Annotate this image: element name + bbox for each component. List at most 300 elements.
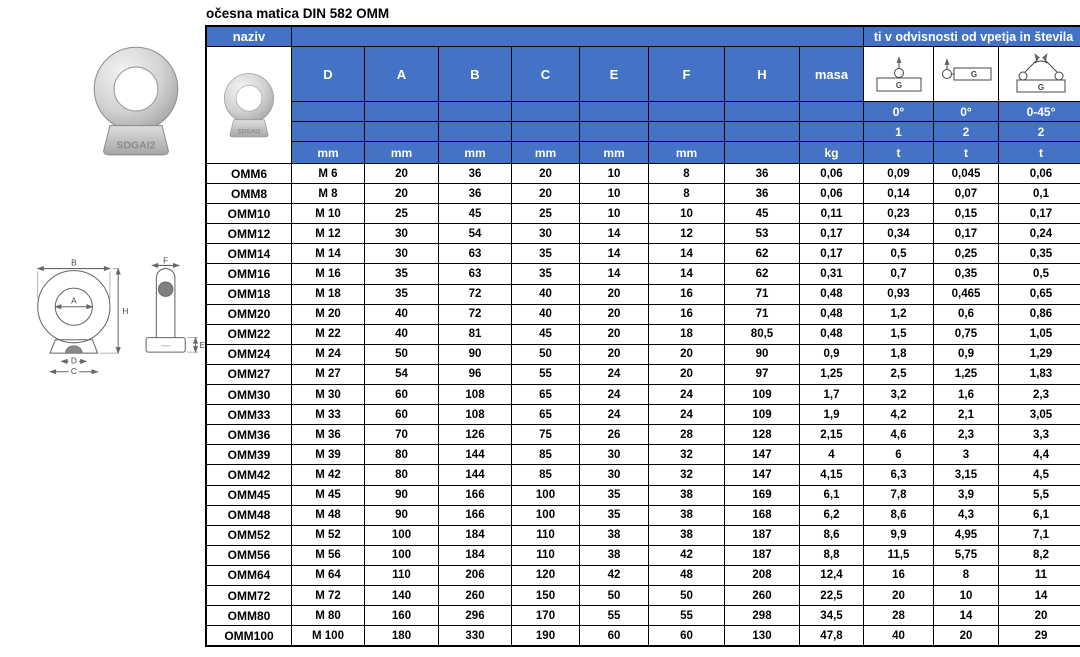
dim-label-a: A <box>71 296 77 306</box>
data-cell: 0,09 <box>864 164 933 183</box>
data-cell: 0,6 <box>934 305 998 324</box>
data-cell: 85 <box>512 465 579 484</box>
spacer-cell <box>365 102 438 121</box>
data-cell: 29 <box>999 626 1080 645</box>
data-cell: 1,7 <box>800 385 863 404</box>
data-cell: 3 <box>934 445 998 464</box>
data-cell: 1,29 <box>999 345 1080 364</box>
data-cell: 42 <box>649 546 724 565</box>
row-name-cell: OMM42 <box>207 465 291 484</box>
data-cell: 35 <box>365 285 438 304</box>
data-cell: 55 <box>512 365 579 384</box>
data-cell: 20 <box>512 184 579 203</box>
unit-cell-t1: t <box>864 142 933 163</box>
data-cell: 80,5 <box>725 325 799 344</box>
data-cell: M 30 <box>292 385 364 404</box>
data-cell: 65 <box>512 385 579 404</box>
data-cell: 110 <box>512 526 579 545</box>
data-cell: 96 <box>439 365 511 384</box>
data-cell: 40 <box>512 285 579 304</box>
data-cell: 0,17 <box>800 244 863 263</box>
data-cell: 20 <box>580 285 648 304</box>
data-cell: 60 <box>649 626 724 645</box>
angle-cell-3: 0-45° <box>999 102 1080 121</box>
data-cell: 0,07 <box>934 184 998 203</box>
row-name-cell: OMM18 <box>207 285 291 304</box>
header-cell-A: A <box>365 47 438 101</box>
data-cell: 16 <box>864 566 933 585</box>
data-cell: 0,48 <box>800 285 863 304</box>
data-cell: 30 <box>580 465 648 484</box>
data-cell: M 8 <box>292 184 364 203</box>
data-cell: 166 <box>439 486 511 505</box>
header-cell-B: B <box>439 47 511 101</box>
data-cell: 36 <box>725 164 799 183</box>
data-cell: 8,6 <box>800 526 863 545</box>
data-cell: 42 <box>580 566 648 585</box>
data-cell: M 72 <box>292 586 364 605</box>
data-cell: 20 <box>999 606 1080 625</box>
row-name-cell: OMM10 <box>207 204 291 223</box>
page-title: očesna matica DIN 582 OMM <box>206 6 390 21</box>
data-cell: 7,8 <box>864 486 933 505</box>
data-cell: 62 <box>725 244 799 263</box>
data-cell: 50 <box>649 586 724 605</box>
data-cell: 16 <box>649 305 724 324</box>
data-cell: 48 <box>649 566 724 585</box>
data-cell: 184 <box>439 546 511 565</box>
row-name-cell: OMM33 <box>207 405 291 424</box>
dim-label-c: C <box>70 366 77 376</box>
data-cell: 50 <box>365 345 438 364</box>
data-cell: 144 <box>439 445 511 464</box>
data-cell: 30 <box>365 244 438 263</box>
data-cell: 144 <box>439 465 511 484</box>
naziv-photo-cell <box>207 47 291 163</box>
spacer-cell <box>439 102 511 121</box>
data-cell: 0,17 <box>999 204 1080 223</box>
data-cell: 2,1 <box>934 405 998 424</box>
data-cell: 28 <box>649 425 724 444</box>
row-name-cell: OMM12 <box>207 224 291 243</box>
data-cell: 24 <box>649 385 724 404</box>
data-cell: 20 <box>864 586 933 605</box>
data-cell: 150 <box>512 586 579 605</box>
dim-label-h: H <box>122 306 129 316</box>
header-cell-C: C <box>512 47 579 101</box>
eye-nut-photo <box>68 42 204 159</box>
data-cell: 45 <box>725 204 799 223</box>
data-cell: 0,35 <box>999 244 1080 263</box>
data-cell: 14 <box>649 244 724 263</box>
leg-count-cell-1: 1 <box>864 122 933 141</box>
row-name-cell: OMM72 <box>207 586 291 605</box>
data-cell: 1,6 <box>934 385 998 404</box>
row-name-cell: OMM64 <box>207 566 291 585</box>
data-cell: M 6 <box>292 164 364 183</box>
vertical-lift-icon <box>864 47 933 101</box>
data-cell: 110 <box>365 566 438 585</box>
data-cell: 55 <box>649 606 724 625</box>
load-g-label: G <box>970 70 978 79</box>
data-cell: 38 <box>649 526 724 545</box>
data-cell: 208 <box>725 566 799 585</box>
data-cell: 3,2 <box>864 385 933 404</box>
header-cell-E: E <box>580 47 648 101</box>
data-cell: 35 <box>580 506 648 525</box>
data-cell: 90 <box>365 486 438 505</box>
data-cell: 0,15 <box>934 204 998 223</box>
data-cell: 126 <box>439 425 511 444</box>
data-cell: 1,25 <box>934 365 998 384</box>
naziv-header: naziv <box>207 27 291 46</box>
data-cell: 0,17 <box>800 224 863 243</box>
data-cell: M 27 <box>292 365 364 384</box>
data-cell: 25 <box>365 204 438 223</box>
data-cell: 0,5 <box>999 264 1080 283</box>
data-cell: 0,045 <box>934 164 998 183</box>
data-cell: 10 <box>580 184 648 203</box>
data-cell: 108 <box>439 405 511 424</box>
data-cell: 109 <box>725 405 799 424</box>
data-cell: 100 <box>365 526 438 545</box>
data-cell: 10 <box>649 204 724 223</box>
data-cell: 6 <box>864 445 933 464</box>
data-cell: 28 <box>864 606 933 625</box>
data-cell: 1,83 <box>999 365 1080 384</box>
data-cell: 50 <box>580 586 648 605</box>
data-cell: M 48 <box>292 506 364 525</box>
data-cell: 6,1 <box>999 506 1080 525</box>
data-cell: M 24 <box>292 345 364 364</box>
data-cell: 330 <box>439 626 511 645</box>
data-cell: 8 <box>934 566 998 585</box>
spacer-cell <box>725 122 799 141</box>
data-cell: 75 <box>512 425 579 444</box>
data-cell: 4,2 <box>864 405 933 424</box>
data-cell: 20 <box>580 325 648 344</box>
data-cell: 71 <box>725 285 799 304</box>
data-cell: 4,5 <box>999 465 1080 484</box>
data-cell: 90 <box>439 345 511 364</box>
data-cell: 38 <box>649 486 724 505</box>
data-cell: 34,5 <box>800 606 863 625</box>
data-cell: 20 <box>512 164 579 183</box>
row-name-cell: OMM39 <box>207 445 291 464</box>
data-cell: 12 <box>649 224 724 243</box>
data-cell: 0,465 <box>934 285 998 304</box>
angle-cell-1: 0° <box>864 102 933 121</box>
data-cell: 298 <box>725 606 799 625</box>
data-cell: M 18 <box>292 285 364 304</box>
dimension-drawing <box>14 255 210 377</box>
data-cell: M 42 <box>292 465 364 484</box>
unit-cell-C: mm <box>512 142 579 163</box>
data-cell: 180 <box>365 626 438 645</box>
data-cell: M 12 <box>292 224 364 243</box>
unit-cell-masa: kg <box>800 142 863 163</box>
data-cell: 3,9 <box>934 486 998 505</box>
spec-table <box>205 25 1080 647</box>
data-cell: 45 <box>439 204 511 223</box>
data-cell: 8,6 <box>864 506 933 525</box>
data-cell: 24 <box>580 365 648 384</box>
data-cell: 1,8 <box>864 345 933 364</box>
header-cell-F: F <box>649 47 724 101</box>
row-name-cell: OMM36 <box>207 425 291 444</box>
spacer-cell <box>800 122 863 141</box>
load-g-label: G <box>895 81 902 90</box>
data-cell: 40 <box>512 305 579 324</box>
data-cell: 0,25 <box>934 244 998 263</box>
data-cell: 8,2 <box>999 546 1080 565</box>
eye-nut-photo-small <box>209 53 289 157</box>
row-name-cell: OMM80 <box>207 606 291 625</box>
data-cell: 24 <box>580 385 648 404</box>
data-cell: 65 <box>512 405 579 424</box>
data-cell: 32 <box>649 465 724 484</box>
data-cell: 38 <box>580 546 648 565</box>
data-cell: 36 <box>725 184 799 203</box>
data-cell: 0,75 <box>934 325 998 344</box>
spacer-cell <box>649 102 724 121</box>
data-cell: 12,4 <box>800 566 863 585</box>
data-cell: 70 <box>365 425 438 444</box>
spacer-cell <box>512 102 579 121</box>
row-name-cell: OMM27 <box>207 365 291 384</box>
data-cell: 0,17 <box>934 224 998 243</box>
spacer-cell <box>580 102 648 121</box>
data-cell: 36 <box>439 164 511 183</box>
data-cell: 38 <box>580 526 648 545</box>
data-cell: 60 <box>365 405 438 424</box>
dim-label-f: F <box>163 256 169 266</box>
data-cell: 3,15 <box>934 465 998 484</box>
row-name-cell: OMM22 <box>207 325 291 344</box>
spacer-cell <box>512 122 579 141</box>
data-cell: M 45 <box>292 486 364 505</box>
data-cell: 260 <box>725 586 799 605</box>
load-g-label: G <box>1037 83 1045 92</box>
data-cell: 24 <box>649 405 724 424</box>
data-cell: 6,1 <box>800 486 863 505</box>
spacer-cell <box>580 122 648 141</box>
spacer-cell <box>439 122 511 141</box>
data-cell: 120 <box>512 566 579 585</box>
data-cell: 18 <box>649 325 724 344</box>
data-cell: 100 <box>512 506 579 525</box>
data-cell: 1,05 <box>999 325 1080 344</box>
data-cell: 170 <box>512 606 579 625</box>
data-cell: 60 <box>365 385 438 404</box>
data-cell: 0,11 <box>800 204 863 223</box>
data-cell: 30 <box>580 445 648 464</box>
data-cell: M 20 <box>292 305 364 324</box>
data-cell: 14 <box>580 244 648 263</box>
data-cell: 20 <box>934 626 998 645</box>
data-cell: 53 <box>725 224 799 243</box>
data-cell: 206 <box>439 566 511 585</box>
data-cell: 90 <box>365 506 438 525</box>
data-cell: 110 <box>512 546 579 565</box>
data-cell: 0,06 <box>800 184 863 203</box>
data-cell: 187 <box>725 546 799 565</box>
data-cell: 16 <box>649 285 724 304</box>
data-cell: 1,5 <box>864 325 933 344</box>
data-cell: 40 <box>365 305 438 324</box>
data-cell: 55 <box>580 606 648 625</box>
row-name-cell: OMM52 <box>207 526 291 545</box>
data-cell: 6,3 <box>864 465 933 484</box>
angle-cell-2: 0° <box>934 102 998 121</box>
data-cell: 36 <box>439 184 511 203</box>
row-name-cell: OMM100 <box>207 626 291 645</box>
data-cell: 40 <box>365 325 438 344</box>
data-cell: 20 <box>365 164 438 183</box>
data-cell: 0,14 <box>864 184 933 203</box>
data-cell: 63 <box>439 264 511 283</box>
data-cell: 8 <box>649 164 724 183</box>
data-cell: 35 <box>512 244 579 263</box>
data-cell: 80 <box>365 445 438 464</box>
data-cell: 0,48 <box>800 325 863 344</box>
data-cell: 25 <box>512 204 579 223</box>
data-cell: 147 <box>725 465 799 484</box>
data-cell: 5,75 <box>934 546 998 565</box>
data-cell: 4 <box>800 445 863 464</box>
load-note-header: ti v odvisnosti od vpetja in števila <box>864 27 1080 46</box>
dim-label-e: E <box>199 340 206 350</box>
data-cell: 14 <box>999 586 1080 605</box>
data-cell: 1,25 <box>800 365 863 384</box>
data-cell: 0,5 <box>864 244 933 263</box>
data-cell: 10 <box>934 586 998 605</box>
data-cell: 0,9 <box>934 345 998 364</box>
data-cell: 9,9 <box>864 526 933 545</box>
data-cell: 35 <box>580 486 648 505</box>
unit-cell-A: mm <box>365 142 438 163</box>
data-cell: 0,93 <box>864 285 933 304</box>
data-cell: 10 <box>580 204 648 223</box>
data-cell: 1,2 <box>864 305 933 324</box>
dim-label-b: B <box>71 258 77 268</box>
row-name-cell: OMM20 <box>207 305 291 324</box>
unit-cell-E: mm <box>580 142 648 163</box>
data-cell: 0,9 <box>800 345 863 364</box>
row-name-cell: OMM30 <box>207 385 291 404</box>
data-cell: 2,5 <box>864 365 933 384</box>
data-cell: M 22 <box>292 325 364 344</box>
unit-cell-F: mm <box>649 142 724 163</box>
data-cell: 72 <box>439 305 511 324</box>
data-cell: M 16 <box>292 264 364 283</box>
data-cell: 130 <box>725 626 799 645</box>
data-cell: 5,5 <box>999 486 1080 505</box>
data-cell: 85 <box>512 445 579 464</box>
data-cell: 8,8 <box>800 546 863 565</box>
data-cell: 60 <box>580 626 648 645</box>
data-cell: 1,9 <box>800 405 863 424</box>
data-cell: 0,7 <box>864 264 933 283</box>
data-cell: M 39 <box>292 445 364 464</box>
unit-cell-t3: t <box>999 142 1080 163</box>
data-cell: 0,06 <box>999 164 1080 183</box>
data-cell: 22,5 <box>800 586 863 605</box>
spacer-cell <box>365 122 438 141</box>
spacer-cell <box>292 102 364 121</box>
data-cell: 81 <box>439 325 511 344</box>
unit-cell-H <box>725 142 799 163</box>
data-cell: 97 <box>725 365 799 384</box>
data-cell: 20 <box>580 345 648 364</box>
dim-label-d: D <box>70 356 77 366</box>
data-cell: M 80 <box>292 606 364 625</box>
data-cell: 100 <box>512 486 579 505</box>
data-cell: 4,15 <box>800 465 863 484</box>
data-cell: 20 <box>365 184 438 203</box>
data-cell: 40 <box>864 626 933 645</box>
row-name-cell: OMM45 <box>207 486 291 505</box>
data-cell: 20 <box>580 305 648 324</box>
data-cell: 90 <box>725 345 799 364</box>
data-cell: 32 <box>649 445 724 464</box>
data-cell: 109 <box>725 385 799 404</box>
data-cell: 3,3 <box>999 425 1080 444</box>
data-cell: 80 <box>365 465 438 484</box>
header-cell-masa: masa <box>800 47 863 101</box>
data-cell: 14 <box>580 224 648 243</box>
data-cell: 184 <box>439 526 511 545</box>
data-cell: 20 <box>649 365 724 384</box>
unit-cell-B: mm <box>439 142 511 163</box>
data-cell: 72 <box>439 285 511 304</box>
data-cell: 3,05 <box>999 405 1080 424</box>
data-cell: M 14 <box>292 244 364 263</box>
data-cell: 30 <box>365 224 438 243</box>
data-cell: 4,95 <box>934 526 998 545</box>
data-cell: 50 <box>512 345 579 364</box>
data-cell: 147 <box>725 445 799 464</box>
data-cell: 0,24 <box>999 224 1080 243</box>
spacer-cell <box>800 102 863 121</box>
data-cell: 260 <box>439 586 511 605</box>
side-pull-lift-icon <box>934 47 998 101</box>
data-cell: M 36 <box>292 425 364 444</box>
data-cell: 0,23 <box>864 204 933 223</box>
data-cell: 168 <box>725 506 799 525</box>
data-cell: 2,3 <box>999 385 1080 404</box>
spacer-cell <box>725 102 799 121</box>
data-cell: 166 <box>439 506 511 525</box>
data-cell: M 10 <box>292 204 364 223</box>
data-cell: 54 <box>365 365 438 384</box>
data-cell: 0,86 <box>999 305 1080 324</box>
row-name-cell: OMM14 <box>207 244 291 263</box>
data-cell: M 64 <box>292 566 364 585</box>
data-cell: M 100 <box>292 626 364 645</box>
data-cell: 190 <box>512 626 579 645</box>
data-cell: 108 <box>439 385 511 404</box>
data-cell: 24 <box>580 405 648 424</box>
data-cell: M 33 <box>292 405 364 424</box>
data-cell: 0,34 <box>864 224 933 243</box>
data-cell: 4,4 <box>999 445 1080 464</box>
leg-count-cell-3: 2 <box>999 122 1080 141</box>
data-cell: 0,1 <box>999 184 1080 203</box>
data-cell: 54 <box>439 224 511 243</box>
data-cell: 296 <box>439 606 511 625</box>
data-cell: 35 <box>512 264 579 283</box>
